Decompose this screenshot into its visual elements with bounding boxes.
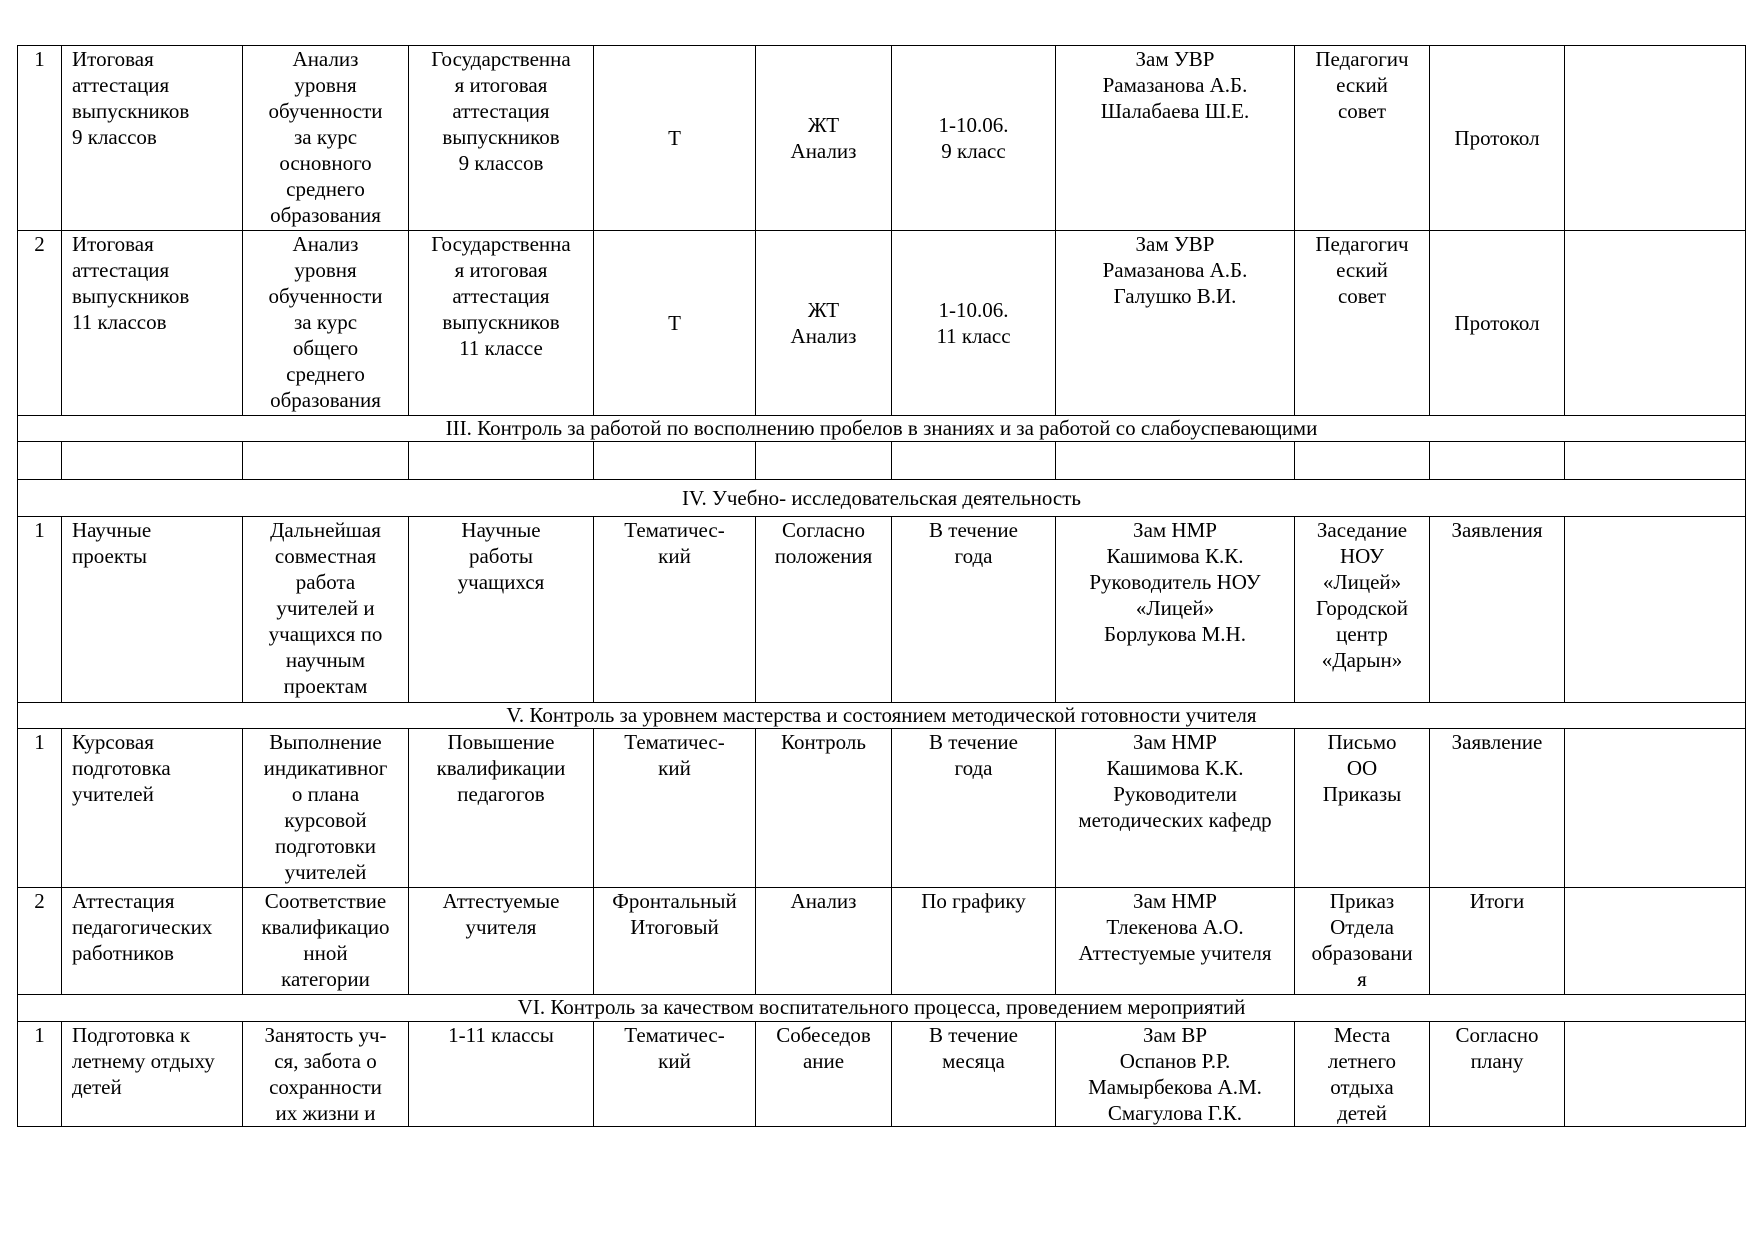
control-type: Тематичес- кий (594, 729, 756, 888)
table-row (18, 517, 1746, 703)
empty-cell (1565, 442, 1746, 480)
control-method: Собеседов ание (756, 1022, 892, 1127)
empty-cell (1565, 46, 1746, 231)
control-method: Согласно положения (756, 517, 892, 703)
control-subject: Курсовая подготовка учителей (62, 729, 243, 888)
empty-cell (594, 442, 756, 480)
section-row (18, 703, 1746, 729)
empty-cell (1565, 517, 1746, 703)
row-number: 1 (18, 517, 62, 703)
empty-cell (62, 442, 243, 480)
empty-cell (1295, 442, 1430, 480)
control-object: Научные работы учащихся (409, 517, 594, 703)
control-subject: Подготовка к летнему отдыху детей (62, 1022, 243, 1127)
control-type: Тематичес- кий (594, 517, 756, 703)
control-object: Государственна я итоговая аттестация выпускников 9 классов (409, 46, 594, 231)
control-dates: В течение года (892, 729, 1056, 888)
empty-cell (409, 442, 594, 480)
control-result: Протокол (1430, 46, 1565, 231)
control-plan-table (17, 45, 1746, 1127)
control-venue: Места летнего отдыха детей (1295, 1022, 1430, 1127)
section-heading-6: VI. Контроль за качеством воспитательного процесса, проведением мероприятий (18, 995, 1746, 1022)
control-dates: В течение года (892, 517, 1056, 703)
control-goal: Занятость уч- ся, забота о сохранности их жизни и (243, 1022, 409, 1127)
control-goal: Анализ уровня обученности за курс основного среднего образования (243, 46, 409, 231)
row-number: 2 (18, 231, 62, 416)
control-object: Аттестуемые учителя (409, 888, 594, 995)
control-goal: Анализ уровня обученности за курс общего среднего образования (243, 231, 409, 416)
row-number: 1 (18, 729, 62, 888)
control-subject: Итоговая аттестация выпускников 9 классов (62, 46, 243, 231)
control-result: Согласно плану (1430, 1022, 1565, 1127)
table-row (18, 729, 1746, 888)
control-dates: 1-10.06. 11 класс (892, 231, 1056, 416)
empty-cell (1565, 1022, 1746, 1127)
empty-cell (1565, 231, 1746, 416)
empty-cell (1565, 729, 1746, 888)
control-dates: 1-10.06. 9 класс (892, 46, 1056, 231)
empty-cell (243, 442, 409, 480)
control-responsible: Зам УВР Рамазанова А.Б. Шалабаева Ш.Е. (1056, 46, 1295, 231)
control-responsible: Зам НМР Кашимова К.К. Руководители методических кафедр (1056, 729, 1295, 888)
control-subject: Научные проекты (62, 517, 243, 703)
empty-cell (892, 442, 1056, 480)
control-result: Протокол (1430, 231, 1565, 416)
control-subject: Аттестация педагогических работников (62, 888, 243, 995)
row-number: 2 (18, 888, 62, 995)
table-row-empty (18, 442, 1746, 480)
empty-cell (18, 442, 62, 480)
control-type: Т (594, 46, 756, 231)
empty-cell (1056, 442, 1295, 480)
section-heading-5: V. Контроль за уровнем мастерства и состоянием методической готовности учителя (18, 703, 1746, 729)
control-method: ЖТ Анализ (756, 231, 892, 416)
control-responsible: Зам НМР Кашимова К.К. Руководитель НОУ «Лицей» Борлукова М.Н. (1056, 517, 1295, 703)
empty-cell (1430, 442, 1565, 480)
section-row (18, 416, 1746, 442)
control-venue: Педагогич еский совет (1295, 231, 1430, 416)
row-number: 1 (18, 46, 62, 231)
control-venue: Приказ Отдела образовани я (1295, 888, 1430, 995)
control-subject: Итоговая аттестация выпускников 11 классов (62, 231, 243, 416)
control-object: Государственна я итоговая аттестация выпускников 11 классе (409, 231, 594, 416)
section-heading-4: IV. Учебно- исследовательская деятельность (18, 480, 1746, 517)
control-responsible: Зам ВР Оспанов Р.Р. Мамырбекова А.М. Смагулова Г.К. (1056, 1022, 1295, 1127)
control-responsible: Зам НМР Тлекенова А.О. Аттестуемые учителя (1056, 888, 1295, 995)
section-row (18, 995, 1746, 1022)
section-row (18, 480, 1746, 517)
control-result: Заявление (1430, 729, 1565, 888)
control-type: Тематичес- кий (594, 1022, 756, 1127)
table-row (18, 231, 1746, 416)
control-object: 1-11 классы (409, 1022, 594, 1127)
control-venue: Письмо ОО Приказы (1295, 729, 1430, 888)
control-object: Повышение квалификации педагогов (409, 729, 594, 888)
control-type: Т (594, 231, 756, 416)
control-type: Фронтальный Итоговый (594, 888, 756, 995)
control-method: Анализ (756, 888, 892, 995)
table-row (18, 1022, 1746, 1127)
control-result: Заявления (1430, 517, 1565, 703)
control-responsible: Зам УВР Рамазанова А.Б. Галушко В.И. (1056, 231, 1295, 416)
section-heading-3: III. Контроль за работой по восполнению пробелов в знаниях и за работой со слабоуспевающими (18, 416, 1746, 442)
control-goal: Дальнейшая совместная работа учителей и учащихся по научным проектам (243, 517, 409, 703)
control-dates: В течение месяца (892, 1022, 1056, 1127)
empty-cell (756, 442, 892, 480)
table-row (18, 46, 1746, 231)
control-result: Итоги (1430, 888, 1565, 995)
control-method: ЖТ Анализ (756, 46, 892, 231)
row-number: 1 (18, 1022, 62, 1127)
control-goal: Выполнение индикативног о плана курсовой подготовки учителей (243, 729, 409, 888)
table-row (18, 888, 1746, 995)
empty-cell (1565, 888, 1746, 995)
control-venue: Педагогич еский совет (1295, 46, 1430, 231)
control-goal: Соответствие квалификацио нной категории (243, 888, 409, 995)
control-dates: По графику (892, 888, 1056, 995)
control-method: Контроль (756, 729, 892, 888)
control-venue: Заседание НОУ «Лицей» Городской центр «Дарын» (1295, 517, 1430, 703)
